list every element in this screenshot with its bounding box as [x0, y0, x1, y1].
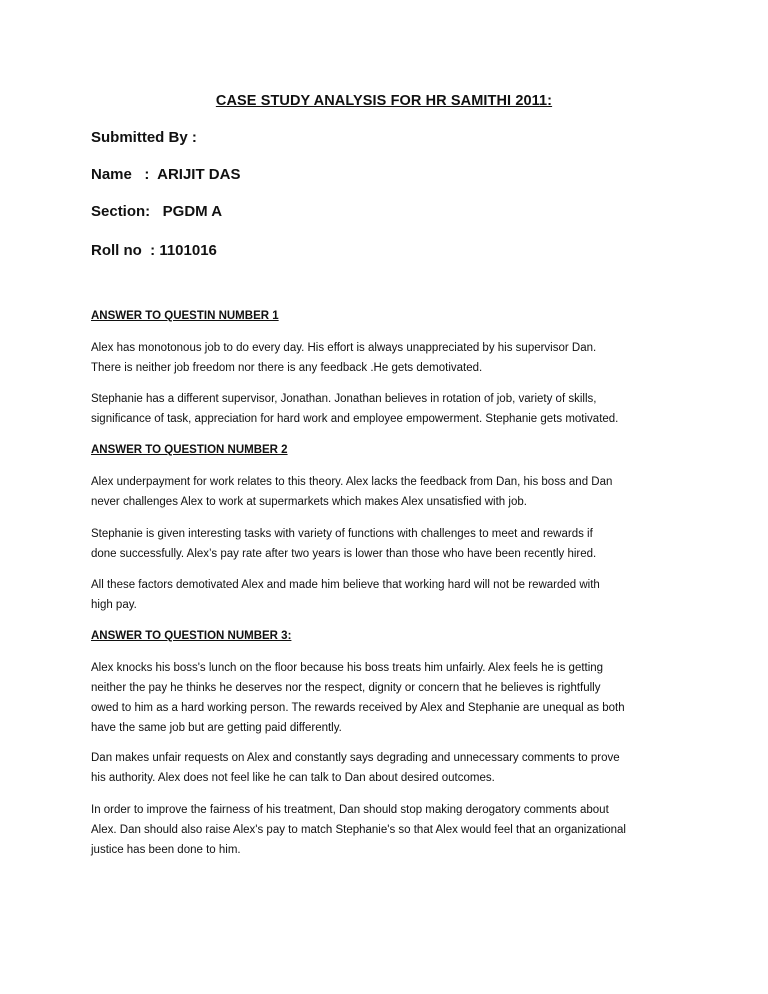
paragraph-line: justice has been done to him. — [91, 844, 241, 856]
submitted-by-label: Submitted By : — [91, 129, 197, 146]
paragraph-line: Stephanie has a different supervisor, Jonathan. Jonathan believes in rotation of job, variety of skills, — [91, 393, 597, 405]
paragraph-line: never challenges Alex to work at supermarkets which makes Alex unsatisfied with job. — [91, 496, 527, 508]
q2-heading: ANSWER TO QUESTION NUMBER 2 — [91, 444, 288, 456]
paragraph-line: high pay. — [91, 599, 137, 611]
paragraph-line: his authority. Alex does not feel like he can talk to Dan about desired outcomes. — [91, 772, 495, 784]
paragraph-line: Alex underpayment for work relates to this theory. Alex lacks the feedback from Dan, his boss and Dan — [91, 476, 613, 488]
q1-paragraph-2 — [91, 389, 691, 429]
paragraph-line: Alex has monotonous job to do every day. His effort is always unappreciated by his supervisor Dan. — [91, 342, 597, 354]
paragraph-line: Alex. Dan should also raise Alex's pay to match Stephanie's so that Alex would feel that an organizational — [91, 824, 626, 836]
student-section: Section: PGDM A — [91, 203, 223, 220]
paragraph-line: All these factors demotivated Alex and made him believe that working hard will not be rewarded with — [91, 579, 600, 591]
paragraph-line: Dan makes unfair requests on Alex and constantly says degrading and unnecessary comments to prove — [91, 752, 620, 764]
paragraph-line: neither the pay he thinks he deserves nor the respect, dignity or concern that he believes is rightfully — [91, 682, 601, 694]
paragraph-line: done successfully. Alex’s pay rate after two years is lower than those who have been recently hired. — [91, 548, 597, 560]
paragraph-line: Alex knocks his boss's lunch on the floor because his boss treats him unfairly. Alex feels he is getting — [91, 662, 604, 674]
q2-paragraph-1 — [91, 472, 691, 512]
paragraph-line: Stephanie is given interesting tasks with variety of functions with challenges to meet and rewards if — [91, 528, 593, 540]
q2-paragraph-2 — [91, 524, 691, 564]
q3-paragraph-1 — [91, 658, 691, 738]
paragraph-line: owed to him as a hard working person. The rewards received by Alex and Stephanie are unequal as both — [91, 702, 625, 714]
student-name: Name : ARIJIT DAS — [91, 166, 241, 183]
paragraph-line: In order to improve the fairness of his treatment, Dan should stop making derogatory comments about — [91, 804, 609, 816]
q3-paragraph-3 — [91, 800, 691, 860]
q3-heading: ANSWER TO QUESTION NUMBER 3: — [91, 630, 292, 642]
q3-paragraph-2 — [91, 748, 691, 788]
document-title: CASE STUDY ANALYSIS FOR HR SAMITHI 2011: — [215, 93, 553, 109]
q2-paragraph-3 — [91, 575, 691, 615]
paragraph-line: significance of task, appreciation for hard work and employee empowerment. Stephanie gets motivated. — [91, 413, 619, 425]
paragraph-line: have the same job but are getting paid differently. — [91, 722, 342, 734]
q1-heading: ANSWER TO QUESTIN NUMBER 1 — [91, 310, 279, 322]
paragraph-line: There is neither job freedom nor there is any feedback .He gets demotivated. — [91, 362, 483, 374]
student-roll-no: Roll no : 1101016 — [91, 242, 217, 259]
q1-paragraph-1 — [91, 338, 691, 378]
